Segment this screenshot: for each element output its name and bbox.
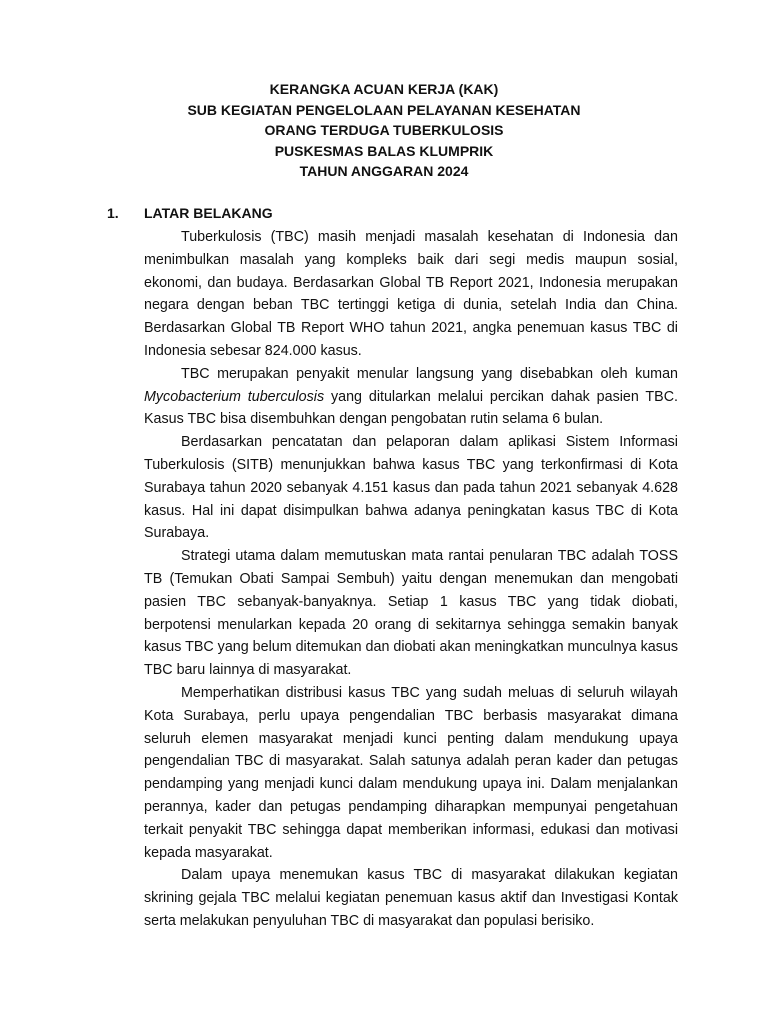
title-line: KERANGKA ACUAN KERJA (KAK) bbox=[269, 81, 499, 97]
paragraph-text: TBC merupakan penyakit menular langsung yang disebabkan oleh kuman bbox=[181, 365, 678, 382]
title-line: ORANG TERDUGA TUBERKULOSIS bbox=[264, 122, 504, 138]
paragraph bbox=[144, 363, 678, 431]
document-title bbox=[0, 79, 768, 182]
title-line: TAHUN ANGGARAN 2024 bbox=[299, 163, 469, 179]
section-number: 1. bbox=[107, 205, 119, 221]
title-line: SUB KEGIATAN PENGELOLAAN PELAYANAN KESEHATAN bbox=[187, 101, 581, 118]
paragraph: Berdasarkan pencatatan dan pelaporan dalam aplikasi Sistem Informasi Tuberkulosis (SITB) menunjukkan bahwa kasus TBC yang terkonfirmasi di Kota Surabaya tahun 2020 sebanyak 4.151 kasus dan pada tahun 2021 sebanyak 4.628 kasus. Hal ini dapat disimpulkan bahwa adanya peningkatan kasus TBC di Kota Surabaya. bbox=[144, 434, 678, 542]
species-name: Mycobacterium tuberculosis bbox=[144, 388, 325, 405]
paragraph: Memperhatikan distribusi kasus TBC yang sudah meluas di seluruh wilayah Kota Surabaya, perlu upaya pengendalian TBC berbasis masyarakat dimana seluruh elemen masyarakat menjadi kunci penting dalam mendukung upaya pengendalian TBC di masyarakat. Salah satunya adalah peran kader dan petugas pendamping yang menjadi kunci dalam mendukung upaya ini. Dalam menjalankan perannya, kader dan petugas pendamping diharapkan mempunyai pengetahuan terkait penyakit TBC sehingga dapat memberikan informasi, edukasi dan motivasi kepada masyarakat. bbox=[144, 684, 678, 861]
paragraph: Dalam upaya menemukan kasus TBC di masyarakat dilakukan kegiatan skrining gejala TBC melalui kegiatan penemuan kasus aktif dan Investigasi Kontak serta melakukan penyuluhan TBC di masyarakat dan populasi berisiko. bbox=[144, 867, 678, 929]
title-line: PUSKESMAS BALAS KLUMPRIK bbox=[274, 142, 494, 159]
body-text bbox=[144, 226, 678, 933]
section-heading bbox=[107, 203, 273, 223]
paragraph-text: yang ditularkan melalui percikan dahak pasien TBC. Kasus TBC bisa disembuhkan dengan pengobatan rutin selama 6 bulan. bbox=[144, 388, 678, 428]
section-title: LATAR BELAKANG bbox=[144, 205, 273, 221]
paragraph: Tuberkulosis (TBC) masih menjadi masalah kesehatan di Indonesia dan menimbulkan masalah yang kompleks baik dari segi medis maupun sosial, ekonomi, dan budaya. Berdasarkan Global TB Report 2021, Indonesia merupakan negara dengan beban TBC tertinggi ketiga di dunia, setelah India dan China. Berdasarkan Global TB Report WHO tahun 2021, angka penemuan kasus TBC di Indonesia sebesar 824.000 kasus. bbox=[144, 229, 678, 359]
paragraph: Strategi utama dalam memutuskan mata rantai penularan TBC adalah TOSS TB (Temukan Obati Sampai Sembuh) yaitu dengan menemukan dan mengobati pasien TBC sebanyak-banyaknya. Setiap 1 kasus TBC yang tidak diobati, berpotensi menularkan kepada 20 orang di sekitarnya sehingga semakin banyak kasus TBC yang belum ditemukan dan diobati akan meningkatkan munculnya kasus TBC baru lainnya di masyarakat. bbox=[144, 548, 678, 679]
